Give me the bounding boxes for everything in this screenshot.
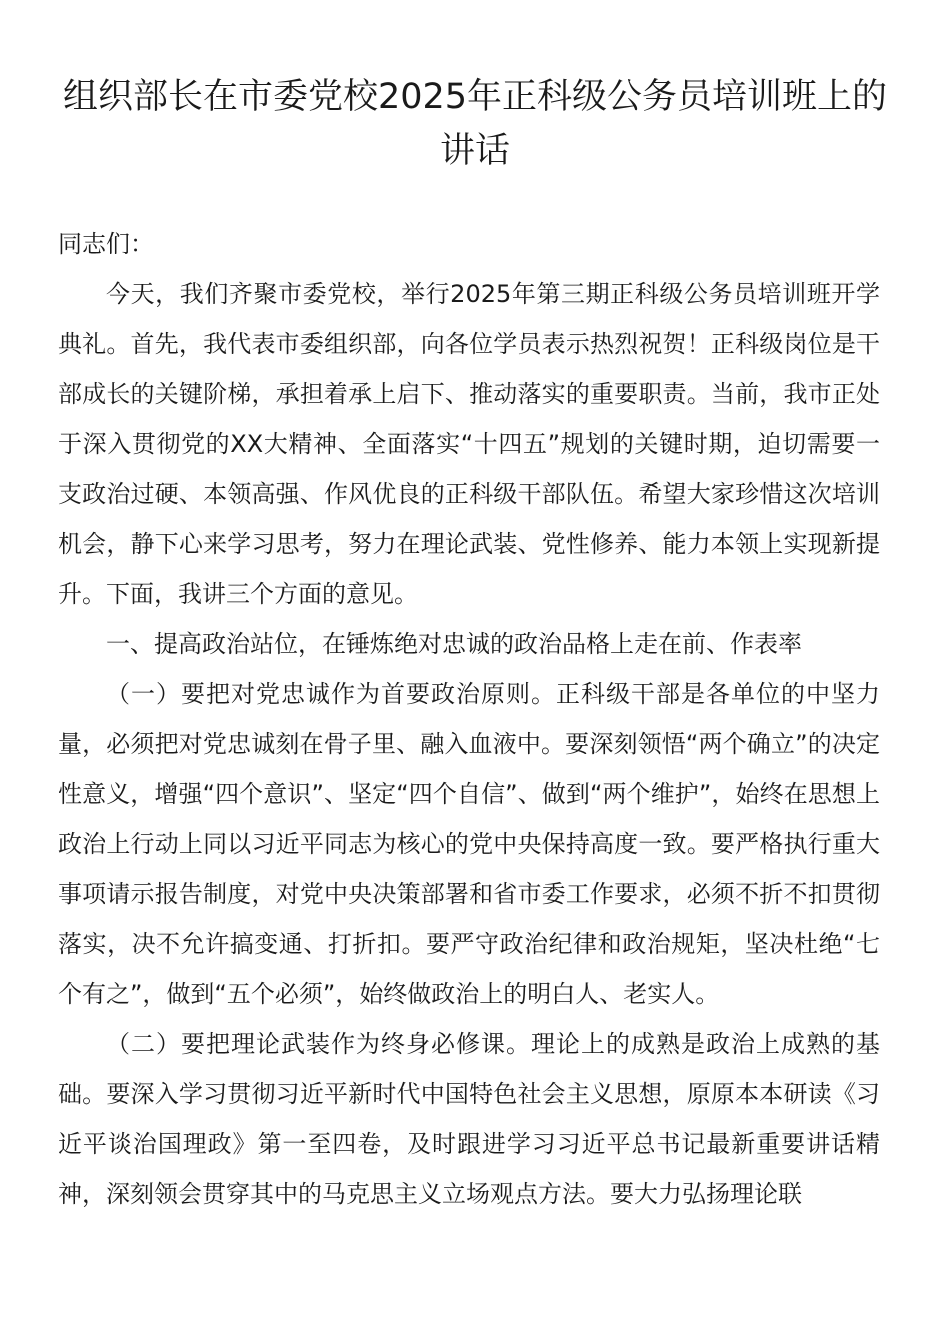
paragraph-subsection-2: （二）要把理论武装作为终身必修课。理论上的成熟是政治上成熟的基础。要深入学习贯彻习近平新时代中国特色社会主义思想，原原本本研读《习近平谈治国理政》第一至四卷，及时跟进学习习近平总书记最新重要讲话精神，深刻领会贯穿其中的马克思主义立场观点方法。要大力弘扬理论联 <box>58 1030 880 1208</box>
salutation: 同志们： <box>58 230 154 258</box>
section-heading-1: 一、提高政治站位，在锤炼绝对忠诚的政治品格上走在前、作表率 <box>106 630 802 658</box>
document-body <box>58 219 880 1219</box>
paragraph-opening: 今天，我们齐聚市委党校，举行2025年第三期正科级公务员培训班开学典礼。首先，我代表市委组织部，向各位学员表示热烈祝贺！正科级岗位是干部成长的关键阶梯，承担着承上启下、推动落实的重要职责。当前，我市正处于深入贯彻党的XX大精神、全面落实“十四五”规划的关键时期，迫切需要一支政治过硬、本领高强、作风优良的正科级干部队伍。希望大家珍惜这次培训机会，静下心来学习思考，努力在理论武装、党性修养、能力本领上实现新提升。下面，我讲三个方面的意见。 <box>58 280 880 608</box>
paragraph-subsection-1: （一）要把对党忠诚作为首要政治原则。正科级干部是各单位的中坚力量，必须把对党忠诚刻在骨子里、融入血液中。要深刻领悟“两个确立”的决定性意义，增强“四个意识”、坚定“四个自信”、做到“两个维护”，始终在思想上政治上行动上同以习近平同志为核心的党中央保持高度一致。要严格执行重大事项请示报告制度，对党中央决策部署和省市委工作要求，必须不折不扣贯彻落实，决不允许搞变通、打折扣。要严守政治纪律和政治规矩，坚决杜绝“七个有之”，做到“五个必须”，始终做政治上的明白人、老实人。 <box>58 680 880 1008</box>
document-title: 组织部长在市委党校2025年正科级公务员培训班上的讲话 <box>62 77 888 171</box>
